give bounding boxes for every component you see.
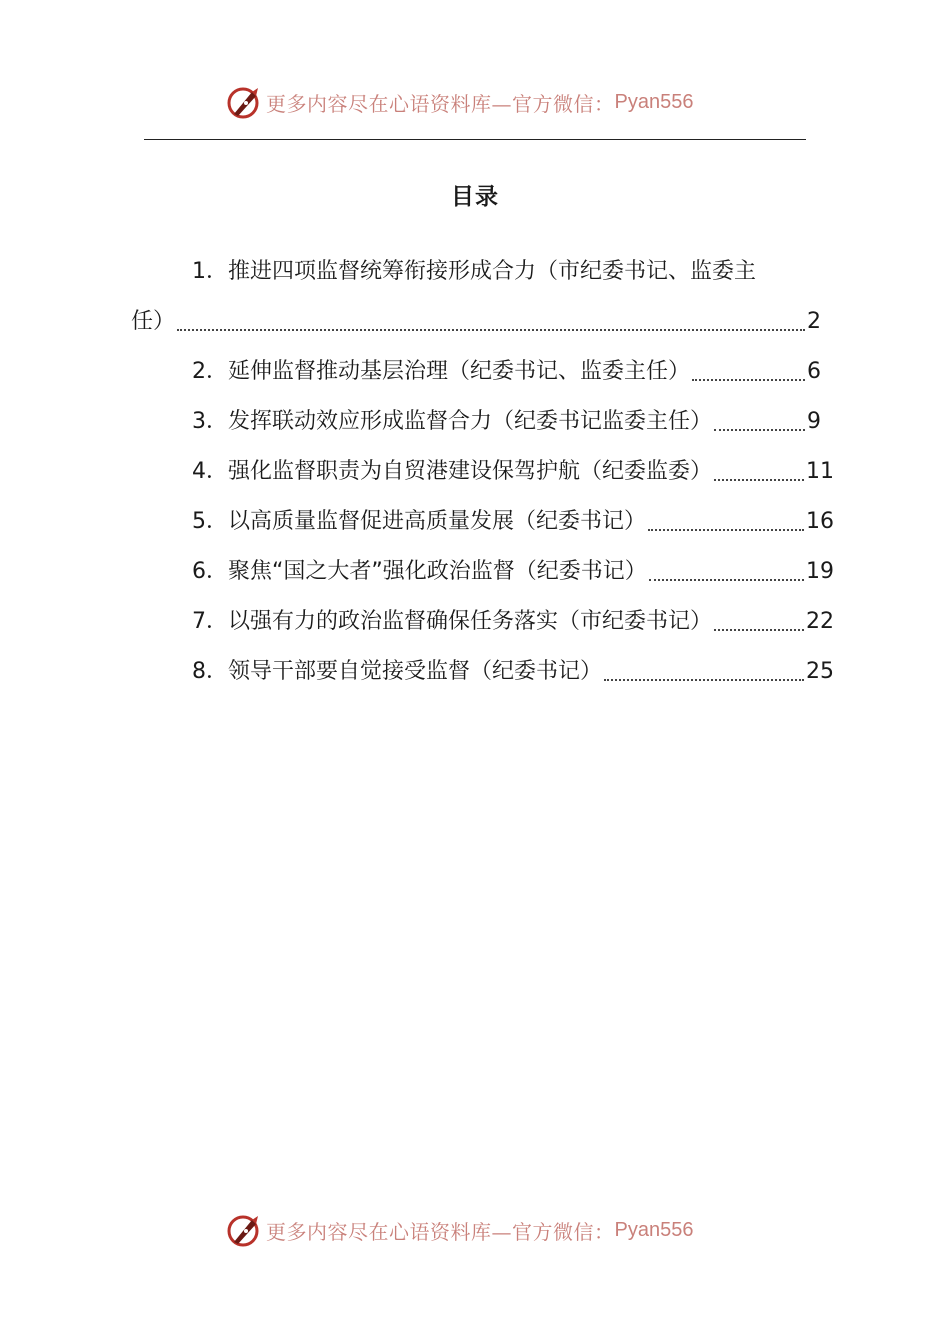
footer-watermark <box>226 1210 746 1250</box>
toc-entry-text: 延伸监督推动基层治理（纪委书记、监委主任） <box>228 359 691 384</box>
toc-entry-text: 以强有力的政治监督确保任务落实（市纪委书记） <box>228 609 713 634</box>
toc-title: 目录 <box>451 184 499 210</box>
watermark-text: 更多内容尽在心语资料库—官方微信： <box>266 1219 615 1244</box>
toc-entry-1-line2[interactable] <box>131 304 821 338</box>
toc-entry-number: 4． <box>192 459 228 484</box>
watermark-id: Pyan556 <box>614 1218 694 1241</box>
toc-entry-number: 6． <box>192 559 228 584</box>
toc-entry-text: 聚焦“国之大者”强化政治监督（纪委书记） <box>228 559 647 584</box>
toc-entry-2[interactable] <box>192 354 821 388</box>
toc-leader-dots <box>177 329 805 331</box>
pen-nib-icon <box>226 1212 262 1248</box>
toc-leader-dots <box>649 579 804 581</box>
toc-leader-dots <box>714 429 805 431</box>
toc-page-number: 9 <box>807 409 821 434</box>
toc-entry-1-line1[interactable] <box>192 254 756 288</box>
toc-leader-dots <box>648 529 804 531</box>
toc-entry-7[interactable] <box>192 604 834 638</box>
toc-page-number: 19 <box>806 559 834 584</box>
toc-entry-text: 发挥联动效应形成监督合力（纪委书记监委主任） <box>228 409 713 434</box>
toc-entry-text: 以高质量监督促进高质量发展（纪委书记） <box>228 509 647 534</box>
header-divider <box>144 139 806 140</box>
header-watermark <box>226 82 746 122</box>
toc-page-number: 16 <box>806 509 834 534</box>
toc-entry-text: 任） <box>131 309 176 334</box>
toc-entry-3[interactable] <box>192 404 821 438</box>
toc-entry-6[interactable] <box>192 554 834 588</box>
watermark-text: 更多内容尽在心语资料库—官方微信： <box>266 91 615 116</box>
toc-entry-number: 1． <box>192 259 228 284</box>
toc-entry-number: 5． <box>192 509 228 534</box>
toc-page-number: 2 <box>807 309 821 334</box>
toc-entry-number: 7． <box>192 609 228 634</box>
toc-entry-number: 3． <box>192 409 228 434</box>
toc-page-number: 6 <box>807 359 821 384</box>
pen-nib-icon <box>226 84 262 120</box>
toc-page-number: 25 <box>806 659 834 684</box>
toc-entry-number: 8． <box>192 659 228 684</box>
toc-entry-5[interactable] <box>192 504 834 538</box>
toc-entry-text: 领导干部要自觉接受监督（纪委书记） <box>228 659 603 684</box>
toc-page-number: 11 <box>806 459 834 484</box>
toc-leader-dots <box>692 379 805 381</box>
toc-entry-4[interactable] <box>192 454 834 488</box>
watermark-id: Pyan556 <box>614 90 694 113</box>
toc-page-number: 22 <box>806 609 834 634</box>
toc-entry-number: 2． <box>192 359 228 384</box>
toc-leader-dots <box>714 629 804 631</box>
toc-entry-text: 强化监督职责为自贸港建设保驾护航（纪委监委） <box>228 459 713 484</box>
toc-leader-dots <box>604 679 804 681</box>
toc-leader-dots <box>714 479 804 481</box>
toc-entry-8[interactable] <box>192 654 834 688</box>
toc-entry-text: 推进四项监督统筹衔接形成合力（市纪委书记、监委主 <box>228 259 757 284</box>
